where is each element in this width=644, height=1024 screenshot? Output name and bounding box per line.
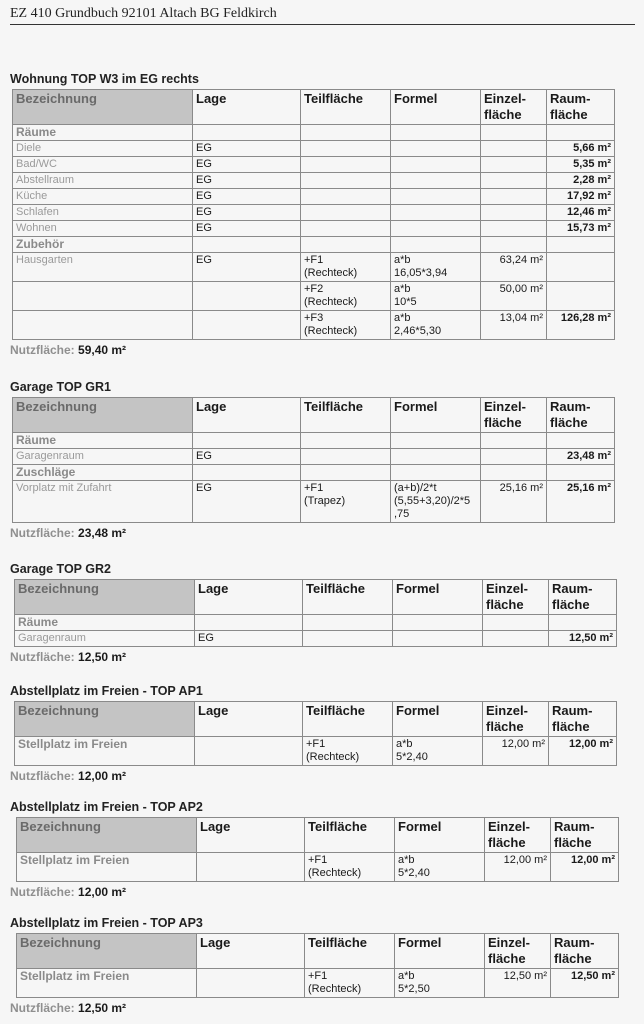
cell-einzelflaeche <box>481 449 547 465</box>
cell-einzelflaeche <box>481 157 547 173</box>
cell-einzelflaeche <box>481 141 547 157</box>
cell-lage: EG <box>193 189 301 205</box>
cell-lage: EG <box>193 173 301 189</box>
area-table <box>14 701 617 766</box>
cell-raumflaeche: 15,73 m² <box>547 221 615 237</box>
nutzflaeche-label: Nutzfläche: <box>10 343 79 357</box>
nutzflaeche-value: 12,00 m² <box>78 885 127 899</box>
cell-formel: a*b 10*5 <box>391 282 481 311</box>
empty-cell <box>549 615 617 631</box>
column-header: Bezeichnung <box>17 818 197 853</box>
cell-teilflaeche: +F3 (Rechteck) <box>301 311 391 340</box>
column-header: Teilfläche <box>303 580 393 615</box>
column-header: Lage <box>193 398 301 433</box>
cell-raumflaeche: 12,46 m² <box>547 205 615 221</box>
nutzflaeche <box>10 650 644 664</box>
cell-bezeichnung: Garagenraum <box>15 631 195 647</box>
group-label: Räume <box>13 433 193 449</box>
cell-lage: EG <box>193 481 301 523</box>
nutzflaeche-value: 23,48 m² <box>78 526 127 540</box>
cell-formel <box>391 449 481 465</box>
area-table <box>14 579 617 647</box>
nutzflaeche-label: Nutzfläche: <box>10 769 79 783</box>
nutzflaeche-value: 12,00 m² <box>78 769 127 783</box>
header-row <box>13 398 615 433</box>
table-row <box>13 311 615 340</box>
cell-einzelflaeche: 13,04 m² <box>481 311 547 340</box>
cell-formel: a*b 16,05*3,94 <box>391 253 481 282</box>
nutzflaeche-value: 12,50 m² <box>78 650 127 664</box>
nutzflaeche <box>10 769 644 783</box>
cell-formel <box>391 157 481 173</box>
section-title: Abstellplatz im Freien - TOP AP1 <box>10 684 203 698</box>
empty-cell <box>193 465 301 481</box>
cell-einzelflaeche <box>483 631 549 647</box>
section-title: Wohnung TOP W3 im EG rechts <box>10 72 199 86</box>
column-header: Teilfläche <box>301 90 391 125</box>
group-row <box>15 615 617 631</box>
cell-einzelflaeche <box>481 221 547 237</box>
table-row <box>13 157 615 173</box>
column-header: Teilfläche <box>305 934 395 969</box>
empty-cell <box>481 237 547 253</box>
area-table <box>16 817 619 882</box>
empty-cell <box>391 465 481 481</box>
column-header: Raum- fläche <box>547 90 615 125</box>
cell-teilflaeche <box>301 157 391 173</box>
cell-bezeichnung: Bad/WC <box>13 157 193 173</box>
group-row <box>13 433 615 449</box>
cell-raumflaeche: 17,92 m² <box>547 189 615 205</box>
cell-lage <box>193 282 301 311</box>
nutzflaeche <box>10 343 644 357</box>
cell-teilflaeche: +F1 (Rechteck) <box>305 853 395 882</box>
cell-raumflaeche <box>547 282 615 311</box>
column-header: Bezeichnung <box>17 934 197 969</box>
column-header: Raum- fläche <box>551 818 619 853</box>
section <box>0 684 644 783</box>
column-header: Einzel- fläche <box>483 580 549 615</box>
empty-cell <box>547 125 615 141</box>
column-header: Einzel- fläche <box>485 934 551 969</box>
section <box>0 380 644 540</box>
cell-lage: EG <box>193 141 301 157</box>
cell-raumflaeche: 5,35 m² <box>547 157 615 173</box>
cell-lage <box>195 737 303 766</box>
nutzflaeche-label: Nutzfläche: <box>10 885 79 899</box>
empty-cell <box>547 465 615 481</box>
cell-einzelflaeche: 63,24 m² <box>481 253 547 282</box>
cell-lage: EG <box>193 205 301 221</box>
cell-lage: EG <box>193 449 301 465</box>
column-header: Bezeichnung <box>15 702 195 737</box>
nutzflaeche-label: Nutzfläche: <box>10 650 79 664</box>
cell-formel: a*b 2,46*5,30 <box>391 311 481 340</box>
column-header: Raum- fläche <box>551 934 619 969</box>
header-row <box>17 818 619 853</box>
cell-teilflaeche: +F1 (Rechteck) <box>305 969 395 998</box>
table-row <box>13 481 615 523</box>
section-title: Garage TOP GR2 <box>10 562 111 576</box>
cell-teilflaeche <box>301 173 391 189</box>
table-row <box>17 853 619 882</box>
section <box>0 562 644 664</box>
cell-bezeichnung: Hausgarten <box>13 253 193 282</box>
column-header: Raum- fläche <box>549 702 617 737</box>
table-row <box>15 737 617 766</box>
cell-lage: EG <box>193 157 301 173</box>
cell-lage <box>197 969 305 998</box>
cell-einzelflaeche: 12,00 m² <box>483 737 549 766</box>
cell-bezeichnung: Stellplatz im Freien <box>17 853 197 882</box>
cell-lage: EG <box>193 253 301 282</box>
cell-raumflaeche <box>547 253 615 282</box>
nutzflaeche-value: 12,50 m² <box>78 1001 127 1015</box>
column-header: Teilfläche <box>303 702 393 737</box>
cell-lage: EG <box>193 221 301 237</box>
cell-teilflaeche <box>303 631 393 647</box>
column-header: Bezeichnung <box>13 398 193 433</box>
column-header: Lage <box>193 90 301 125</box>
cell-raumflaeche: 2,28 m² <box>547 173 615 189</box>
column-header: Teilfläche <box>301 398 391 433</box>
nutzflaeche <box>10 526 644 540</box>
cell-raumflaeche: 12,50 m² <box>549 631 617 647</box>
empty-cell <box>393 615 483 631</box>
cell-teilflaeche <box>301 189 391 205</box>
group-row <box>13 465 615 481</box>
column-header: Einzel- fläche <box>481 90 547 125</box>
cell-raumflaeche: 12,00 m² <box>551 853 619 882</box>
section <box>0 916 644 1015</box>
cell-bezeichnung: Stellplatz im Freien <box>17 969 197 998</box>
cell-raumflaeche: 25,16 m² <box>547 481 615 523</box>
empty-cell <box>301 125 391 141</box>
cell-teilflaeche <box>301 141 391 157</box>
empty-cell <box>481 465 547 481</box>
cell-bezeichnung: Schlafen <box>13 205 193 221</box>
cell-raumflaeche: 5,66 m² <box>547 141 615 157</box>
table-row <box>15 631 617 647</box>
group-label: Räume <box>15 615 195 631</box>
table-row <box>13 173 615 189</box>
column-header: Einzel- fläche <box>485 818 551 853</box>
cell-formel <box>391 141 481 157</box>
header-row <box>15 580 617 615</box>
table-row <box>13 282 615 311</box>
column-header: Lage <box>197 934 305 969</box>
cell-einzelflaeche: 12,50 m² <box>485 969 551 998</box>
cell-formel <box>391 173 481 189</box>
empty-cell <box>193 125 301 141</box>
table-row <box>17 969 619 998</box>
empty-cell <box>195 615 303 631</box>
cell-einzelflaeche <box>481 189 547 205</box>
empty-cell <box>391 125 481 141</box>
empty-cell <box>547 237 615 253</box>
group-label: Räume <box>13 125 193 141</box>
cell-teilflaeche <box>301 205 391 221</box>
cell-einzelflaeche <box>481 173 547 189</box>
empty-cell <box>303 615 393 631</box>
cell-bezeichnung: Küche <box>13 189 193 205</box>
cell-teilflaeche: +F1 (Trapez) <box>301 481 391 523</box>
table-row <box>13 221 615 237</box>
table-row <box>13 189 615 205</box>
section-title: Garage TOP GR1 <box>10 380 111 394</box>
empty-cell <box>193 433 301 449</box>
group-label: Zubehör <box>13 237 193 253</box>
cell-raumflaeche: 12,00 m² <box>549 737 617 766</box>
cell-formel <box>393 631 483 647</box>
cell-teilflaeche: +F2 (Rechteck) <box>301 282 391 311</box>
cell-raumflaeche: 126,28 m² <box>547 311 615 340</box>
section <box>0 72 644 357</box>
section-title: Abstellplatz im Freien - TOP AP2 <box>10 800 203 814</box>
cell-lage <box>197 853 305 882</box>
empty-cell <box>193 237 301 253</box>
empty-cell <box>301 465 391 481</box>
cell-bezeichnung: Stellplatz im Freien <box>15 737 195 766</box>
cell-bezeichnung: Wohnen <box>13 221 193 237</box>
cell-formel: a*b 5*2,50 <box>395 969 485 998</box>
group-label: Zuschläge <box>13 465 193 481</box>
cell-formel: a*b 5*2,40 <box>395 853 485 882</box>
cell-einzelflaeche: 25,16 m² <box>481 481 547 523</box>
cell-einzelflaeche: 12,00 m² <box>485 853 551 882</box>
empty-cell <box>301 433 391 449</box>
table-row <box>13 141 615 157</box>
column-header: Lage <box>197 818 305 853</box>
column-header: Formel <box>395 818 485 853</box>
nutzflaeche-label: Nutzfläche: <box>10 526 79 540</box>
column-header: Lage <box>195 702 303 737</box>
column-header: Formel <box>391 398 481 433</box>
nutzflaeche-value: 59,40 m² <box>78 343 127 357</box>
column-header: Bezeichnung <box>15 580 195 615</box>
column-header: Formel <box>393 702 483 737</box>
column-header: Einzel- fläche <box>481 398 547 433</box>
cell-bezeichnung: Diele <box>13 141 193 157</box>
cell-formel: a*b 5*2,40 <box>393 737 483 766</box>
column-header: Formel <box>393 580 483 615</box>
table-row <box>13 205 615 221</box>
empty-cell <box>483 615 549 631</box>
cell-bezeichnung: Vorplatz mit Zufahrt <box>13 481 193 523</box>
empty-cell <box>547 433 615 449</box>
empty-cell <box>481 433 547 449</box>
header-row <box>15 702 617 737</box>
cell-bezeichnung <box>13 282 193 311</box>
column-header: Einzel- fläche <box>483 702 549 737</box>
cell-lage: EG <box>195 631 303 647</box>
cell-teilflaeche: +F1 (Rechteck) <box>301 253 391 282</box>
column-header: Lage <box>195 580 303 615</box>
nutzflaeche <box>10 885 644 899</box>
nutzflaeche <box>10 1001 644 1015</box>
empty-cell <box>481 125 547 141</box>
cell-einzelflaeche: 50,00 m² <box>481 282 547 311</box>
cell-lage <box>193 311 301 340</box>
document-header: EZ 410 Grundbuch 92101 Altach BG Feldkirch <box>10 6 635 25</box>
empty-cell <box>301 237 391 253</box>
table-row <box>13 449 615 465</box>
cell-einzelflaeche <box>481 205 547 221</box>
column-header: Formel <box>391 90 481 125</box>
cell-raumflaeche: 12,50 m² <box>551 969 619 998</box>
cell-teilflaeche: +F1 (Rechteck) <box>303 737 393 766</box>
empty-cell <box>391 433 481 449</box>
column-header: Teilfläche <box>305 818 395 853</box>
column-header: Bezeichnung <box>13 90 193 125</box>
section <box>0 800 644 899</box>
cell-teilflaeche <box>301 449 391 465</box>
table-row <box>13 253 615 282</box>
cell-bezeichnung <box>13 311 193 340</box>
header-row <box>17 934 619 969</box>
cell-formel <box>391 189 481 205</box>
area-table <box>12 89 615 340</box>
group-row <box>13 125 615 141</box>
cell-teilflaeche <box>301 221 391 237</box>
column-header: Raum- fläche <box>547 398 615 433</box>
group-row <box>13 237 615 253</box>
cell-formel: (a+b)/2*t (5,55+3,20)/2*5 ,75 <box>391 481 481 523</box>
cell-formel <box>391 221 481 237</box>
section-title: Abstellplatz im Freien - TOP AP3 <box>10 916 203 930</box>
empty-cell <box>391 237 481 253</box>
column-header: Formel <box>395 934 485 969</box>
cell-formel <box>391 205 481 221</box>
area-table <box>12 397 615 523</box>
cell-bezeichnung: Abstellraum <box>13 173 193 189</box>
nutzflaeche-label: Nutzfläche: <box>10 1001 79 1015</box>
cell-raumflaeche: 23,48 m² <box>547 449 615 465</box>
column-header: Raum- fläche <box>549 580 617 615</box>
area-table <box>16 933 619 998</box>
cell-bezeichnung: Garagenraum <box>13 449 193 465</box>
header-row <box>13 90 615 125</box>
